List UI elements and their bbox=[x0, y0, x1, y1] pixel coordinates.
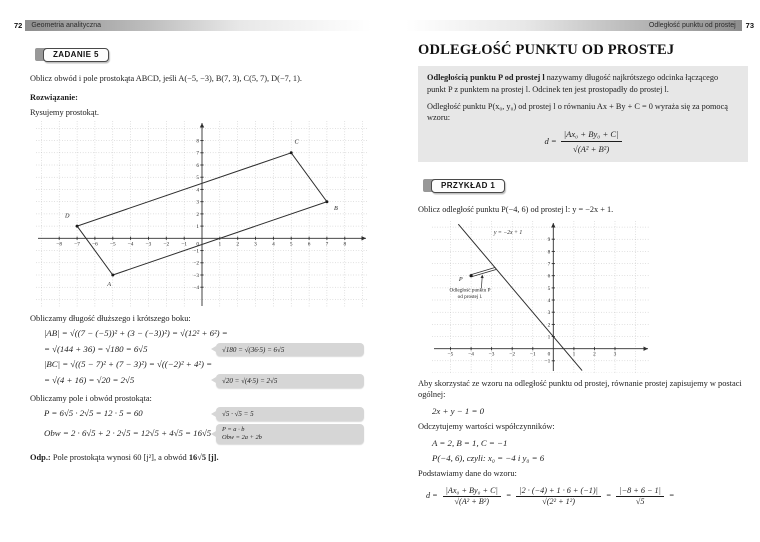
subst-fraction-3 bbox=[616, 486, 664, 507]
formula-numerator: |Ax₀ + By₀ + C| bbox=[561, 128, 622, 142]
svg-text:−5: −5 bbox=[109, 241, 116, 248]
subst-f3-num: |−8 + 6 − 1| bbox=[616, 486, 664, 497]
margin-note-text: √5 · √5 = 5 bbox=[222, 409, 254, 418]
svg-text:1: 1 bbox=[196, 224, 199, 231]
svg-text:2: 2 bbox=[196, 212, 199, 219]
math-bc-row2 bbox=[30, 374, 364, 387]
zadanie-badge-label: ZADANIE 5 bbox=[43, 48, 109, 62]
subst-fraction-1 bbox=[443, 486, 501, 507]
svg-text:A: A bbox=[107, 281, 112, 289]
svg-text:C: C bbox=[294, 138, 299, 146]
definition-paragraph-1 bbox=[427, 72, 739, 96]
answer-label: Odp.: bbox=[30, 453, 51, 463]
svg-text:9: 9 bbox=[547, 236, 551, 243]
svg-text:5: 5 bbox=[289, 241, 293, 248]
svg-text:−1: −1 bbox=[193, 248, 199, 255]
right-page-header bbox=[406, 20, 754, 31]
formula-fraction bbox=[561, 128, 622, 155]
definition-rest: nazywamy długość najkrótszego odcinka łączącego punkt P z punktem na prostej l. Odcinek ten jest prostopadły do prostej l. bbox=[427, 73, 719, 94]
svg-text:−1: −1 bbox=[181, 241, 188, 248]
subst-fraction-2 bbox=[516, 486, 600, 507]
formula-denominator: √(A² + B²) bbox=[573, 143, 610, 154]
distance-formula bbox=[427, 128, 739, 155]
svg-text:−2: −2 bbox=[163, 241, 170, 248]
svg-text:−4: −4 bbox=[468, 351, 474, 358]
left-section-title: Geometria analityczna bbox=[31, 22, 101, 29]
svg-text:−8: −8 bbox=[56, 241, 63, 248]
svg-text:3: 3 bbox=[196, 199, 199, 206]
svg-text:B: B bbox=[334, 205, 338, 213]
right-page bbox=[406, 0, 754, 542]
math-area-row bbox=[30, 407, 364, 420]
svg-text:−2: −2 bbox=[509, 351, 516, 358]
general-form-equation: 2x + y − 1 = 0 bbox=[432, 406, 485, 417]
left-page-number: 72 bbox=[14, 21, 23, 30]
margin-note-text: √180 = √(36·5) = 6√5 bbox=[222, 345, 285, 354]
definition-bold-lead: Odległością punktu P od prostej l bbox=[427, 73, 545, 82]
zadanie-badge bbox=[30, 47, 364, 62]
margin-note-perimeter-formula: Obw = 2a + 2b bbox=[222, 434, 262, 442]
margin-note-text: √20 = √(4·5) = 2√5 bbox=[222, 376, 278, 385]
margin-note-sqrt180 bbox=[216, 343, 364, 356]
svg-text:5: 5 bbox=[547, 285, 551, 292]
svg-text:2: 2 bbox=[593, 351, 596, 358]
calc-area-label: Obliczamy pole i obwód prostokąta: bbox=[30, 393, 152, 403]
svg-text:3: 3 bbox=[613, 351, 617, 358]
definition-box bbox=[418, 66, 748, 162]
svg-text:−2: −2 bbox=[193, 261, 199, 268]
svg-text:P: P bbox=[458, 275, 463, 283]
subst-equals-2: = bbox=[605, 491, 612, 501]
left-section-bar bbox=[25, 20, 372, 31]
svg-text:od prostej l.: od prostej l. bbox=[457, 293, 483, 300]
answer-bold: 16√5 [j]. bbox=[188, 453, 219, 463]
svg-text:−3: −3 bbox=[193, 273, 199, 280]
svg-text:7: 7 bbox=[196, 151, 199, 158]
math-bc-line1: |BC| = √((5 − 7)² + (7 − 3)²) = √((−2)² + 4²) = bbox=[44, 359, 213, 370]
svg-text:−4: −4 bbox=[193, 285, 199, 292]
point-values: P(−4, 6), czyli: x₀ = −4 i y₀ = 6 bbox=[432, 452, 545, 463]
zadanie-task-text: Oblicz obwód i pole prostokąta ABCD, jeśli A(−5, −3), B(7, 3), C(5, 7), D(−7, 1). bbox=[30, 74, 302, 83]
coefficients-values: A = 2, B = 1, C = −1 bbox=[432, 437, 508, 448]
svg-text:−1: −1 bbox=[544, 358, 551, 365]
svg-text:8: 8 bbox=[196, 138, 199, 145]
svg-text:7: 7 bbox=[325, 241, 329, 248]
svg-text:4: 4 bbox=[547, 297, 551, 304]
formula-lhs: d = bbox=[544, 136, 557, 147]
math-ab-line1: |AB| = √((7 − (−5))² + (3 − (−3))²) = √(12² + 6²) = bbox=[44, 328, 228, 339]
svg-text:6: 6 bbox=[547, 273, 551, 280]
przyklad-badge bbox=[418, 178, 748, 193]
svg-text:y = −2x + 1: y = −2x + 1 bbox=[493, 229, 523, 236]
right-page-content bbox=[406, 42, 754, 506]
math-ab-line2: = √(144 + 36) = √180 = 6√5 bbox=[44, 343, 148, 354]
svg-text:4: 4 bbox=[196, 187, 199, 194]
svg-text:5: 5 bbox=[196, 175, 199, 182]
svg-text:0: 0 bbox=[547, 351, 551, 358]
svg-text:2: 2 bbox=[547, 321, 551, 328]
svg-text:1: 1 bbox=[218, 241, 222, 248]
svg-text:−3: −3 bbox=[488, 351, 495, 358]
svg-text:4: 4 bbox=[272, 241, 275, 248]
svg-text:3: 3 bbox=[254, 241, 257, 248]
przyklad-badge-label: PRZYKŁAD 1 bbox=[431, 179, 505, 193]
math-perimeter-line: Obw = 2 · 6√5 + 2 · 2√5 = 12√5 + 4√5 = 16√5 bbox=[44, 428, 212, 439]
left-page-content bbox=[14, 47, 372, 462]
answer-line bbox=[30, 453, 364, 462]
substitution-paragraph: Podstawiamy dane do wzoru: bbox=[418, 468, 517, 478]
margin-note-sqrt5 bbox=[216, 407, 364, 420]
svg-text:Odległość punktu P: Odległość punktu P bbox=[449, 287, 491, 294]
margin-note-formulas bbox=[216, 424, 364, 444]
math-bc-line2: = √(4 + 16) = √20 = 2√5 bbox=[44, 375, 135, 386]
calc-sides-label: Obliczamy długość dłuższego i krótszego boku: bbox=[30, 314, 191, 324]
margin-note-sqrt20 bbox=[216, 374, 364, 387]
definition-paragraph-2: Odległość punktu P(x₀, y₀) od prostej l o równaniu Ax + By + C = 0 wyraża się za pomocą wzoru: bbox=[427, 101, 728, 123]
svg-text:1: 1 bbox=[547, 334, 551, 341]
subst-f2-den: √(2² + 1²) bbox=[542, 497, 575, 507]
subst-equals-3: = bbox=[668, 491, 675, 501]
margin-note-area-formula: P = a · b bbox=[222, 426, 245, 434]
svg-text:−3: −3 bbox=[145, 241, 152, 248]
answer-text: Pole prostokąta wynosi 60 [j²], a obwód bbox=[50, 453, 189, 463]
coefficients-paragraph: Odczytujemy wartości współczynników: bbox=[418, 422, 555, 432]
svg-text:−1: −1 bbox=[529, 351, 536, 358]
right-page-number: 73 bbox=[745, 21, 754, 30]
svg-text:−6: −6 bbox=[92, 241, 98, 248]
subst-lhs: d = bbox=[426, 491, 438, 501]
svg-text:6: 6 bbox=[307, 241, 311, 248]
svg-text:0: 0 bbox=[196, 241, 199, 248]
line-plot bbox=[432, 221, 650, 373]
drawing-label: Rysujemy prostokąt. bbox=[30, 107, 99, 117]
subst-f1-den: √(A² + B²) bbox=[454, 497, 489, 507]
subst-f3-den: √5 bbox=[635, 497, 645, 507]
substitution-line bbox=[418, 486, 748, 507]
math-perimeter-row bbox=[30, 424, 364, 444]
svg-text:7: 7 bbox=[547, 261, 551, 268]
math-ab-row2 bbox=[30, 343, 364, 356]
left-page bbox=[14, 0, 372, 542]
general-form-paragraph: Aby skorzystać ze wzoru na odległość punktu od prostej, równanie prostej zapisujemy w postaci ogólnej: bbox=[418, 378, 742, 400]
subst-f1-num: |Ax₀ + By₀ + C| bbox=[443, 486, 501, 497]
subst-f2-num: |2 · (−4) + 1 · 6 + (−1)| bbox=[516, 486, 600, 497]
svg-text:2: 2 bbox=[236, 241, 240, 248]
svg-text:1: 1 bbox=[572, 351, 576, 358]
right-section-title: Odległość punktu od prostej bbox=[648, 22, 736, 29]
svg-text:−4: −4 bbox=[127, 241, 134, 248]
svg-text:3: 3 bbox=[547, 309, 551, 316]
solution-label: Rozwiązanie: bbox=[30, 92, 78, 102]
left-page-header bbox=[14, 20, 372, 31]
rectangle-plot bbox=[36, 121, 368, 308]
chapter-title: ODLEGŁOŚĆ PUNKTU OD PROSTEJ bbox=[418, 42, 675, 58]
subst-equals-1: = bbox=[505, 491, 512, 501]
svg-text:−7: −7 bbox=[74, 241, 80, 248]
svg-text:8: 8 bbox=[343, 241, 347, 248]
svg-text:D: D bbox=[64, 212, 70, 220]
przyklad-task-text: Oblicz odległość punktu P(−4, 6) od prostej l: y = −2x + 1. bbox=[418, 205, 614, 215]
right-section-bar bbox=[406, 20, 742, 31]
svg-text:−5: −5 bbox=[447, 351, 454, 358]
svg-text:6: 6 bbox=[196, 163, 199, 170]
svg-text:8: 8 bbox=[547, 248, 551, 255]
math-area-line: P = 6√5 · 2√5 = 12 · 5 = 60 bbox=[44, 408, 143, 419]
